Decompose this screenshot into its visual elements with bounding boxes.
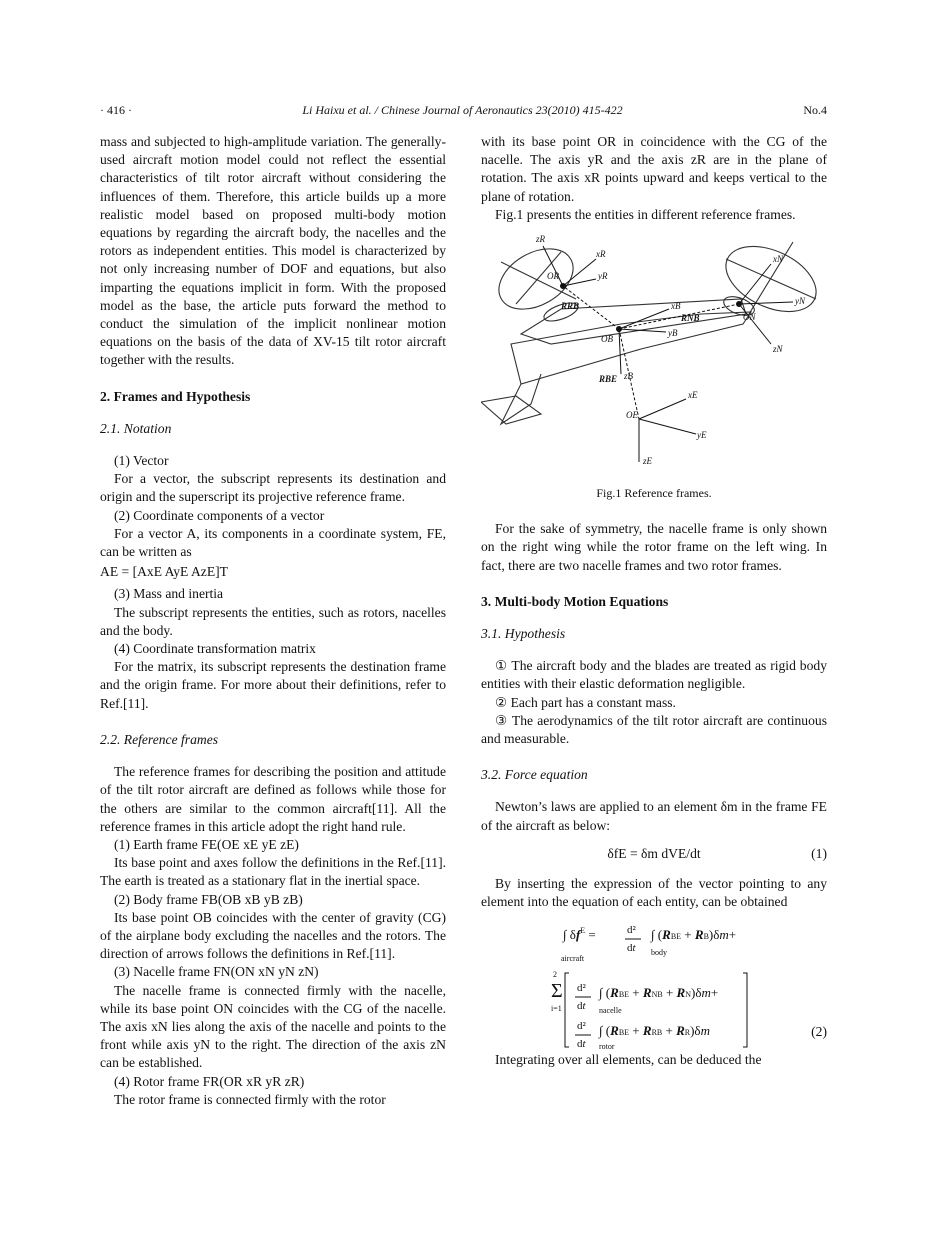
issue-number: No.4 (803, 103, 827, 117)
list-item: (4) Rotor frame FR(OR xR yR zR) (114, 1073, 305, 1089)
list-item: (1) Earth frame FE(OE xE yE zE) (114, 836, 299, 852)
equation-A: AE = [AxE AyE AzE]T (100, 564, 228, 580)
svg-text:d²: d² (577, 982, 586, 995)
svg-text:rotor: rotor (599, 1042, 615, 1052)
list-item: ③ The aerodynamics of the tilt rotor aircraft are continuous and measurable. (481, 712, 827, 747)
running-title: Li Haixu et al. / Chinese Journal of Aeronautics 23(2010) 415-422 (302, 103, 623, 117)
svg-text:i=1: i=1 (551, 1004, 562, 1014)
paragraph: Newton’s laws are applied to an element δm in the frame FE of the aircraft as below: (481, 799, 827, 833)
svg-text:nacelle: nacelle (599, 1006, 622, 1016)
aircraft-diagram (481, 224, 827, 474)
paragraph: The nacelle frame is connected firmly with the nacelle, while its base point ON coincides with the CG of the nacelle. The axis xN lies along the axis of the nacelle and points to the front while axis yN to the right. The direction of the axis zN can be established. (100, 982, 446, 1071)
svg-text:dt: dt (627, 942, 636, 955)
fig-label: yR (598, 271, 608, 282)
list-item: (3) Mass and inertia (114, 586, 224, 602)
page-number: · 416 · (100, 103, 132, 117)
blade (501, 262, 576, 299)
svg-text:dt: dt (577, 1000, 586, 1013)
subsection-heading: 2.1. Notation (100, 420, 172, 436)
fig-label: xR (596, 249, 606, 260)
equation-number: (1) (811, 845, 827, 861)
fig-label: ON (743, 312, 756, 323)
list-item: (4) Coordinate transformation matrix (114, 641, 316, 657)
svg-text:∫ (RBE + RB)δm+: ∫ (RBE + RB)δm+ (651, 927, 737, 943)
list-item: ② Each part has a constant mass. (495, 694, 676, 710)
fig-label: zB (624, 371, 633, 382)
left-column (100, 133, 446, 1109)
paragraph: Fig.1 presents the entities in different reference frames. (495, 206, 796, 222)
list-item: ① The aircraft body and the blades are treated as rigid body entities with their elastic deformation negligible. (481, 658, 827, 692)
list-item: (1) Vector (114, 453, 169, 469)
fig-label: OE (626, 410, 638, 421)
equation-2-render (481, 911, 827, 1051)
svg-text:d²: d² (627, 924, 636, 937)
paragraph: mass and subjected to high-amplitude variation. The generally-used aircraft motion model could not reflect the essential characteristics of tilt rotor aircraft without considering the influences of them. Therefore, this article builds up a more realistic model based on proposed multi-body motion equations by regarding the aircraft body, the nacelles and the rotors as independent entities. This model is characterized by not only increasing number of DOF and equations, but also imparting the equations implicit in form. With the proposed model as the base, the article puts forward the method to conduct the simulation of the implicit nonlinear motion equations on the basis of the data of XV-15 tilt rotor aircraft together with the results. (100, 134, 446, 368)
fig-label: zE (643, 456, 652, 467)
fig-label: RBE (599, 374, 618, 385)
equation-number: (2) (811, 1024, 827, 1040)
svg-text:∫ δfE =: ∫ $\delta f^E$ = (563, 926, 596, 943)
fig-label: zN (773, 344, 783, 355)
paragraph: For a vector A, its components in a coordinate system, FE, can be written as (100, 525, 446, 560)
list-item: (2) Body frame FB(OB xB yB zB) (114, 891, 303, 907)
paragraph: Its base point and axes follow the definitions in the Ref.[11]. The earth is treated as a stationary flat in the inertial space. (100, 855, 446, 889)
subsection-heading: 2.2. Reference frames (100, 731, 219, 747)
section-heading: 2. Frames and Hypothesis (100, 388, 251, 404)
equation-body: δfE = δm dVE/dt (607, 845, 701, 861)
equation-1 (481, 835, 827, 875)
subsection-heading: 3.1. Hypothesis (481, 626, 566, 642)
fig-label: xE (688, 390, 698, 401)
list-item: (2) Coordinate components of a vector (114, 507, 325, 523)
paragraph: Integrating over all elements, can be deduced the (495, 1052, 762, 1068)
fig-label: zR (536, 234, 545, 245)
paragraph: For the matrix, its subscript represents the destination frame and the origin frame. For more about their definitions, refer to Ref.[11]. (100, 659, 446, 711)
figure-caption: Fig.1 Reference frames. (596, 486, 712, 501)
fig-label: OB (601, 334, 613, 345)
figure-reference-frames (481, 224, 827, 474)
paragraph: For the sake of symmetry, the nacelle frame is only shown on the right wing while the rotor frame on the left wing. In fact, there are two nacelle frames and two rotor frames. (481, 521, 827, 573)
svg-text:Σ: Σ (551, 980, 563, 1003)
svg-text:aircraft: aircraft (561, 954, 585, 964)
paragraph: By inserting the expression of the vector pointing to any element into the equation of each entity, can be obtained (481, 875, 827, 910)
paragraph: The rotor frame is connected firmly with the rotor (114, 1091, 386, 1107)
subsection-heading: 3.2. Force equation (481, 767, 588, 783)
wing (521, 299, 746, 344)
svg-text:dt: dt (577, 1038, 586, 1051)
list-item: (3) Nacelle frame FN(ON xN yN zN) (114, 964, 319, 980)
paragraph: Its base point OB coincides with the center of gravity (CG) of the airplane body excluding the nacelles and the rotors. The direction of arrows follows the definitions in Ref.[11]. (100, 909, 446, 962)
fig-label: yE (697, 430, 707, 441)
svg-text:body: body (651, 948, 667, 958)
right-column (481, 133, 827, 1069)
paragraph: For a vector, the subscript represents its destination and origin and the superscript its projective reference frame. (100, 471, 446, 505)
fig-label: xN (773, 254, 783, 265)
fig-label: xB (671, 301, 681, 312)
section-heading: 3. Multi-body Motion Equations (481, 593, 669, 609)
fig-label: OR (547, 271, 559, 282)
fig-label: RRB (561, 301, 580, 312)
svg-text:∫ (RBE + RNB + RN)δm+: ∫ (RBE + RNB + RN)δm+ (599, 985, 719, 1001)
paragraph: The subscript represents the entities, such as rotors, nacelles and the body. (100, 604, 446, 638)
fig-label: yN (795, 296, 805, 307)
svg-text:2: 2 (553, 970, 557, 980)
equation-2 (481, 911, 827, 1051)
paragraph: with its base point OR in coincidence with the CG of the nacelle. The axis yR and the axis zR are in the plane of rotation. The axis xR points upward and keeps vertical to the plane of rotation. (481, 134, 827, 204)
svg-text:d²: d² (577, 1020, 586, 1033)
svg-text:∫ (RBE + RRB + RR)δm: ∫ (RBE + RRB + RR)δm (599, 1023, 710, 1039)
fig-label: yB (668, 328, 678, 339)
fig-label: RNB (681, 313, 700, 324)
paragraph: The reference frames for describing the position and attitude of the tilt rotor aircraft are defined as follows while those for the others are similar to the common aircraft[11]. All the reference frames in this article adopt the right hand rule. (100, 764, 446, 834)
